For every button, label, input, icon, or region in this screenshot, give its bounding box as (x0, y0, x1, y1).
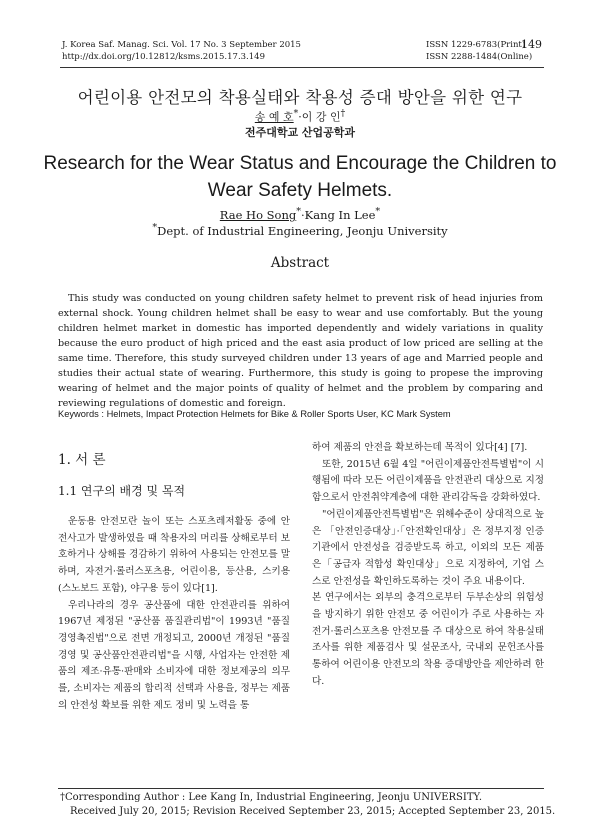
right-paragraph-3: "어린이제품안전특별법"은 위해수준이 상대적으로 높은 「안전인증대상」·「안전확인대상」은 정부지정 인증기관에서 안전성을 검증받도록 하고, 이외의 모든 제품은「공급자 적합성 확인대상」으로 지정하여, 기업 스스로 안전성을 확인하도록하는 것이 주요 내용이다. (312, 508, 544, 587)
abstract-body: This study was conducted on young children safety helmet to prevent risk of head injuries from external shock. Young children helmet shall be easy to wear and use comfortably. But the young children helmet market in domestic has imported dependently and widely variations in quality because the euro product of high priced and the east asia product of low priced are selling at the same time. Therefore, this study surveyed children under 13 years of age and Married people and studies their actual state of wearing. Furthermore, this study is going to propese the improving wearing of helmet and the major points of quality of helmet and the problem by comparing and reviewing regulations of domestic and foreign. (58, 293, 543, 409)
right-paragraph-4: 본 연구에서는 외부의 충격으로부터 두부손상의 위험성을 방지하기 위한 안전모 중 어린이가 주로 사용하는 자전거·롤러스포츠용 안전모를 주 대상으로 하여 착용실태조사를 위한 제품검사 및 설문조사, 국내외 문헌조사를 통하여 어린이용 안전모의 착용 증대방안을 제안하려 한다. (312, 592, 544, 687)
corresponding-author-note: †Corresponding Author : Lee Kang In, Industrial Engineering, Jeonju UNIVERSITY. (60, 792, 483, 803)
english-authors (0, 206, 600, 222)
running-header-left (62, 39, 301, 63)
keywords-text: Helmets, Impact Protection Helmets for Bike & Roller Sports User, KC Mark System (106, 409, 451, 419)
right-paragraph-1: 하여 제품의 안전을 확보하는데 목적이 있다[4] [7]. (312, 442, 528, 453)
left-column (58, 514, 290, 714)
keywords (58, 409, 548, 419)
left-paragraph-2: 우리나라의 경우 공산품에 대한 안전관리를 위하여 1967년 제정된 "공산품 품질관리법"이 1993년 "품질경영촉진법"으로 전면 개정되고, 2000년 개정된 "품질경영 및 공산품안전관리법"을 시행, 사업자는 안전한 제품의 제조·유통·판매와 소비자에 대한 정보제공의 의무를, 소비자는 제품의 합리적 선택과 사용을, 정부는 제품의 안전성 확보를 위한 제도 정비 및 노력을 통 (58, 599, 290, 711)
english-affiliation-mark: * (152, 222, 158, 233)
english-title-line-1: Research for the Wear Status and Encourage the Children to (43, 153, 557, 174)
korean-author-2-mark: † (340, 108, 346, 119)
korean-author-2: 이 강 인 (301, 110, 341, 124)
english-author-1: Rae Ho Song (219, 207, 297, 222)
running-header-right (426, 39, 532, 63)
english-author-1-mark: * (296, 206, 302, 217)
korean-affiliation: 전주대학교 산업공학과 (244, 126, 356, 139)
footnote-divider (58, 788, 544, 789)
korean-author-1: 송 예 호 (254, 110, 294, 124)
english-title-line-2: Wear Safety Helmets. (207, 180, 393, 201)
korean-title: 어린이용 안전모의 착용실태와 착용성 증대 방안을 위한 연구 (77, 88, 523, 107)
english-affiliation-text: Dept. of Industrial Engineering, Jeonju University (157, 223, 448, 238)
english-author-2: Kang In Lee (304, 207, 376, 222)
right-paragraph-2: 또한, 2015년 6월 4일 "어린이제품안전특별법"이 시행됨에 따라 모든 어린이제품을 안전관리 대상으로 지정함으로서 안전취약계층에 대한 관리감독을 강화하였다. (312, 458, 544, 504)
subsection-heading: 1.1 연구의 배경 및 목적 (58, 484, 186, 498)
english-affiliation (0, 222, 600, 238)
english-author-2-mark: * (375, 206, 381, 217)
received-dates-note: Received July 20, 2015; Revision Received September 23, 2015; Accepted September 23, 2015. (70, 806, 556, 817)
issn-online: ISSN 2288-1484(Online) (426, 52, 533, 62)
issn-print: ISSN 1229-6783(Print) (426, 40, 526, 50)
english-title (0, 150, 600, 204)
english-author-separator: · (301, 207, 305, 222)
page-number: 149 (521, 38, 542, 51)
section-heading: 1. 서 론 (58, 452, 106, 468)
korean-authors (0, 108, 600, 125)
right-column (312, 440, 544, 691)
keywords-label: Keywords (58, 409, 99, 419)
korean-author-separator: · (298, 110, 302, 124)
keywords-colon: : (98, 409, 107, 419)
journal-citation: J. Korea Saf. Manag. Sci. Vol. 17 No. 3 September 2015 (62, 40, 301, 50)
korean-author-1-mark: * (293, 108, 299, 119)
doi-link[interactable]: http://dx.doi.org/10.12812/ksms.2015.17.3.149 (62, 52, 265, 62)
header-divider (60, 67, 544, 68)
abstract-heading: Abstract (270, 255, 330, 271)
left-paragraph-1: 운동용 안전모란 놀이 또는 스포츠레저활동 중에 안전사고가 발생하였을 때 착용자의 머리를 상해로부터 보호하거나 상해를 경감하기 위하여 사용되는 안전모를 말하며, 자전거·롤러스포츠용, 어린이용, 등산용, 스키용(스노보드 포함), 야구용 등이 있다[1]. (58, 516, 290, 594)
